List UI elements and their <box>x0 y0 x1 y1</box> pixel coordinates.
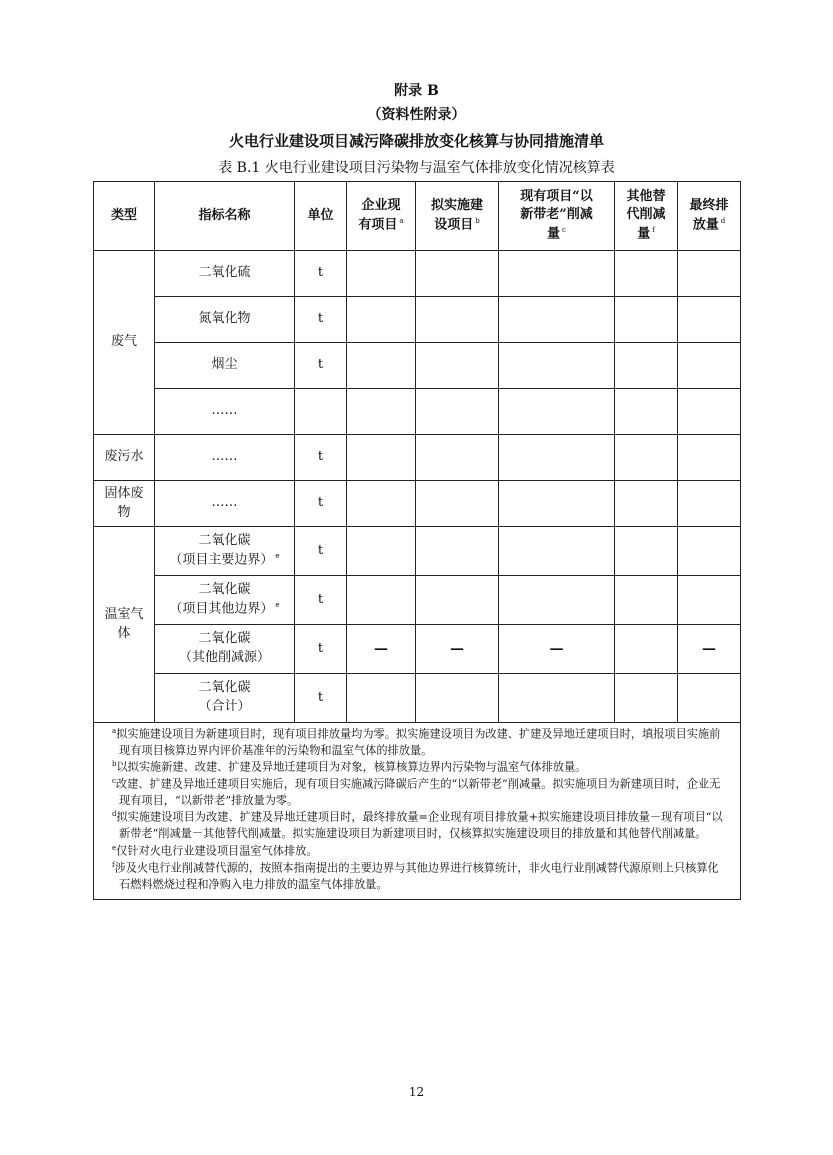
indicator-co2-reduction: 二氧化碳 （其他削减源） <box>155 625 295 674</box>
table-row <box>94 674 741 723</box>
unit-cell: t <box>295 297 347 343</box>
table-row <box>94 343 741 389</box>
dash-cell: — <box>499 625 615 674</box>
indicator-so2: 二氧化硫 <box>155 251 295 297</box>
note-d: $^d$拟实施建设项目为改建、扩建及异地迁建项目时，最终排放量=企业现有项目排放量+拟实施建设项目排放量－现有项目“以新带老”削减量－其他替代削减量。拟实施建设项目为新建项目时，仅核算拟实施建设项目的排放量和其他替代削减量。 <box>112 810 723 841</box>
appendix-subtitle: （资料性附录） <box>367 107 466 123</box>
note-f: $^f$涉及火电行业削减替代源的，按照本指南提出的主要边界与其他边界进行核算统计，非火电行业削减替代源原则上只核算化石燃料燃烧过程和净购入电力排放的温室气体排放量。 <box>112 860 719 891</box>
table-row <box>94 625 741 674</box>
table-row <box>94 527 741 576</box>
indicator-dust: 烟尘 <box>155 343 295 389</box>
table-row <box>94 576 741 625</box>
note-a: $^a$拟实施建设项目为新建项目时，现有项目排放量均为零。拟实施建设项目为改建、扩建及异地迁建项目时，填报项目实施前现有项目核算边界内评价基准年的污染物和温室气体的排放量。 <box>112 727 721 757</box>
table-row <box>94 251 741 297</box>
unit-cell: t <box>295 251 347 297</box>
page-number: 12 <box>408 1085 425 1099</box>
group-wastewater: 废污水 <box>94 435 155 481</box>
dash-cell: — <box>678 625 741 674</box>
header-final: 最终排 放量 $^d$ <box>678 182 741 251</box>
group-waste-gas: 废气 <box>94 251 155 435</box>
table-row <box>94 435 741 481</box>
group-solid-waste: 固体废 物 <box>94 481 155 527</box>
indicator-nox: 氮氧化物 <box>155 297 295 343</box>
indicator-co2-total: 二氧化碳 （合计） <box>155 674 295 723</box>
group-ghg: 温室气 体 <box>94 527 155 723</box>
unit-cell: t <box>295 674 347 723</box>
indicator-co2-other: 二氧化碳 （项目其他边界） $^e$ <box>155 576 295 625</box>
table-row <box>94 389 741 435</box>
appendix-heading: 火电行业建设项目减污降碳排放变化核算与协同措施清单 <box>228 132 604 150</box>
header-planned: 拟实施建 设项目 $^b$ <box>416 182 499 251</box>
header-indicator: 指标名称 <box>155 182 295 251</box>
notes-row <box>94 723 741 900</box>
table-row <box>94 481 741 527</box>
header-row <box>94 182 741 251</box>
dash-cell: — <box>347 625 416 674</box>
indicator-ellipsis: …… <box>155 389 295 435</box>
indicator-ellipsis: …… <box>155 435 295 481</box>
table-row <box>94 297 741 343</box>
header-new-old: 现有项目“以 新带老”削减 量 $^c$ <box>499 182 615 251</box>
header-unit: 单位 <box>295 182 347 251</box>
appendix-title: 附录 B <box>394 83 439 99</box>
note-e: $^e$仅针对火电行业建设项目温室气体排放。 <box>112 843 318 858</box>
note-c: $^c$改建、扩建及异地迁建项目实施后，现有项目实施减污降碳后产生的“以新带老”削减量。拟实施项目为新建项目时，企业无现有项目，“以新带老”排放量为零。 <box>112 777 721 808</box>
unit-cell: t <box>295 481 347 527</box>
note-b: $^b$以拟实施新建、改建、扩建及异地迁建项目为对象，核算核算边界内污染物与温室气体排放量。 <box>112 760 587 774</box>
indicator-ellipsis: …… <box>155 481 295 527</box>
header-existing: 企业现 有项目 $^a$ <box>347 182 416 251</box>
unit-cell: t <box>295 576 347 625</box>
table-caption: 表 B.1 火电行业建设项目污染物与温室气体排放变化情况核算表 <box>218 160 615 176</box>
indicator-co2-main: 二氧化碳 （项目主要边界） $^e$ <box>155 527 295 576</box>
unit-cell: t <box>295 343 347 389</box>
unit-cell: t <box>295 435 347 481</box>
header-other-reduction: 其他替 代削减 量 $^f$ <box>615 182 678 251</box>
header-type: 类型 <box>94 182 155 251</box>
unit-cell: t <box>295 625 347 674</box>
table-notes <box>94 723 741 900</box>
dash-cell: — <box>416 625 499 674</box>
emission-accounting-table <box>93 181 741 900</box>
unit-cell: t <box>295 527 347 576</box>
